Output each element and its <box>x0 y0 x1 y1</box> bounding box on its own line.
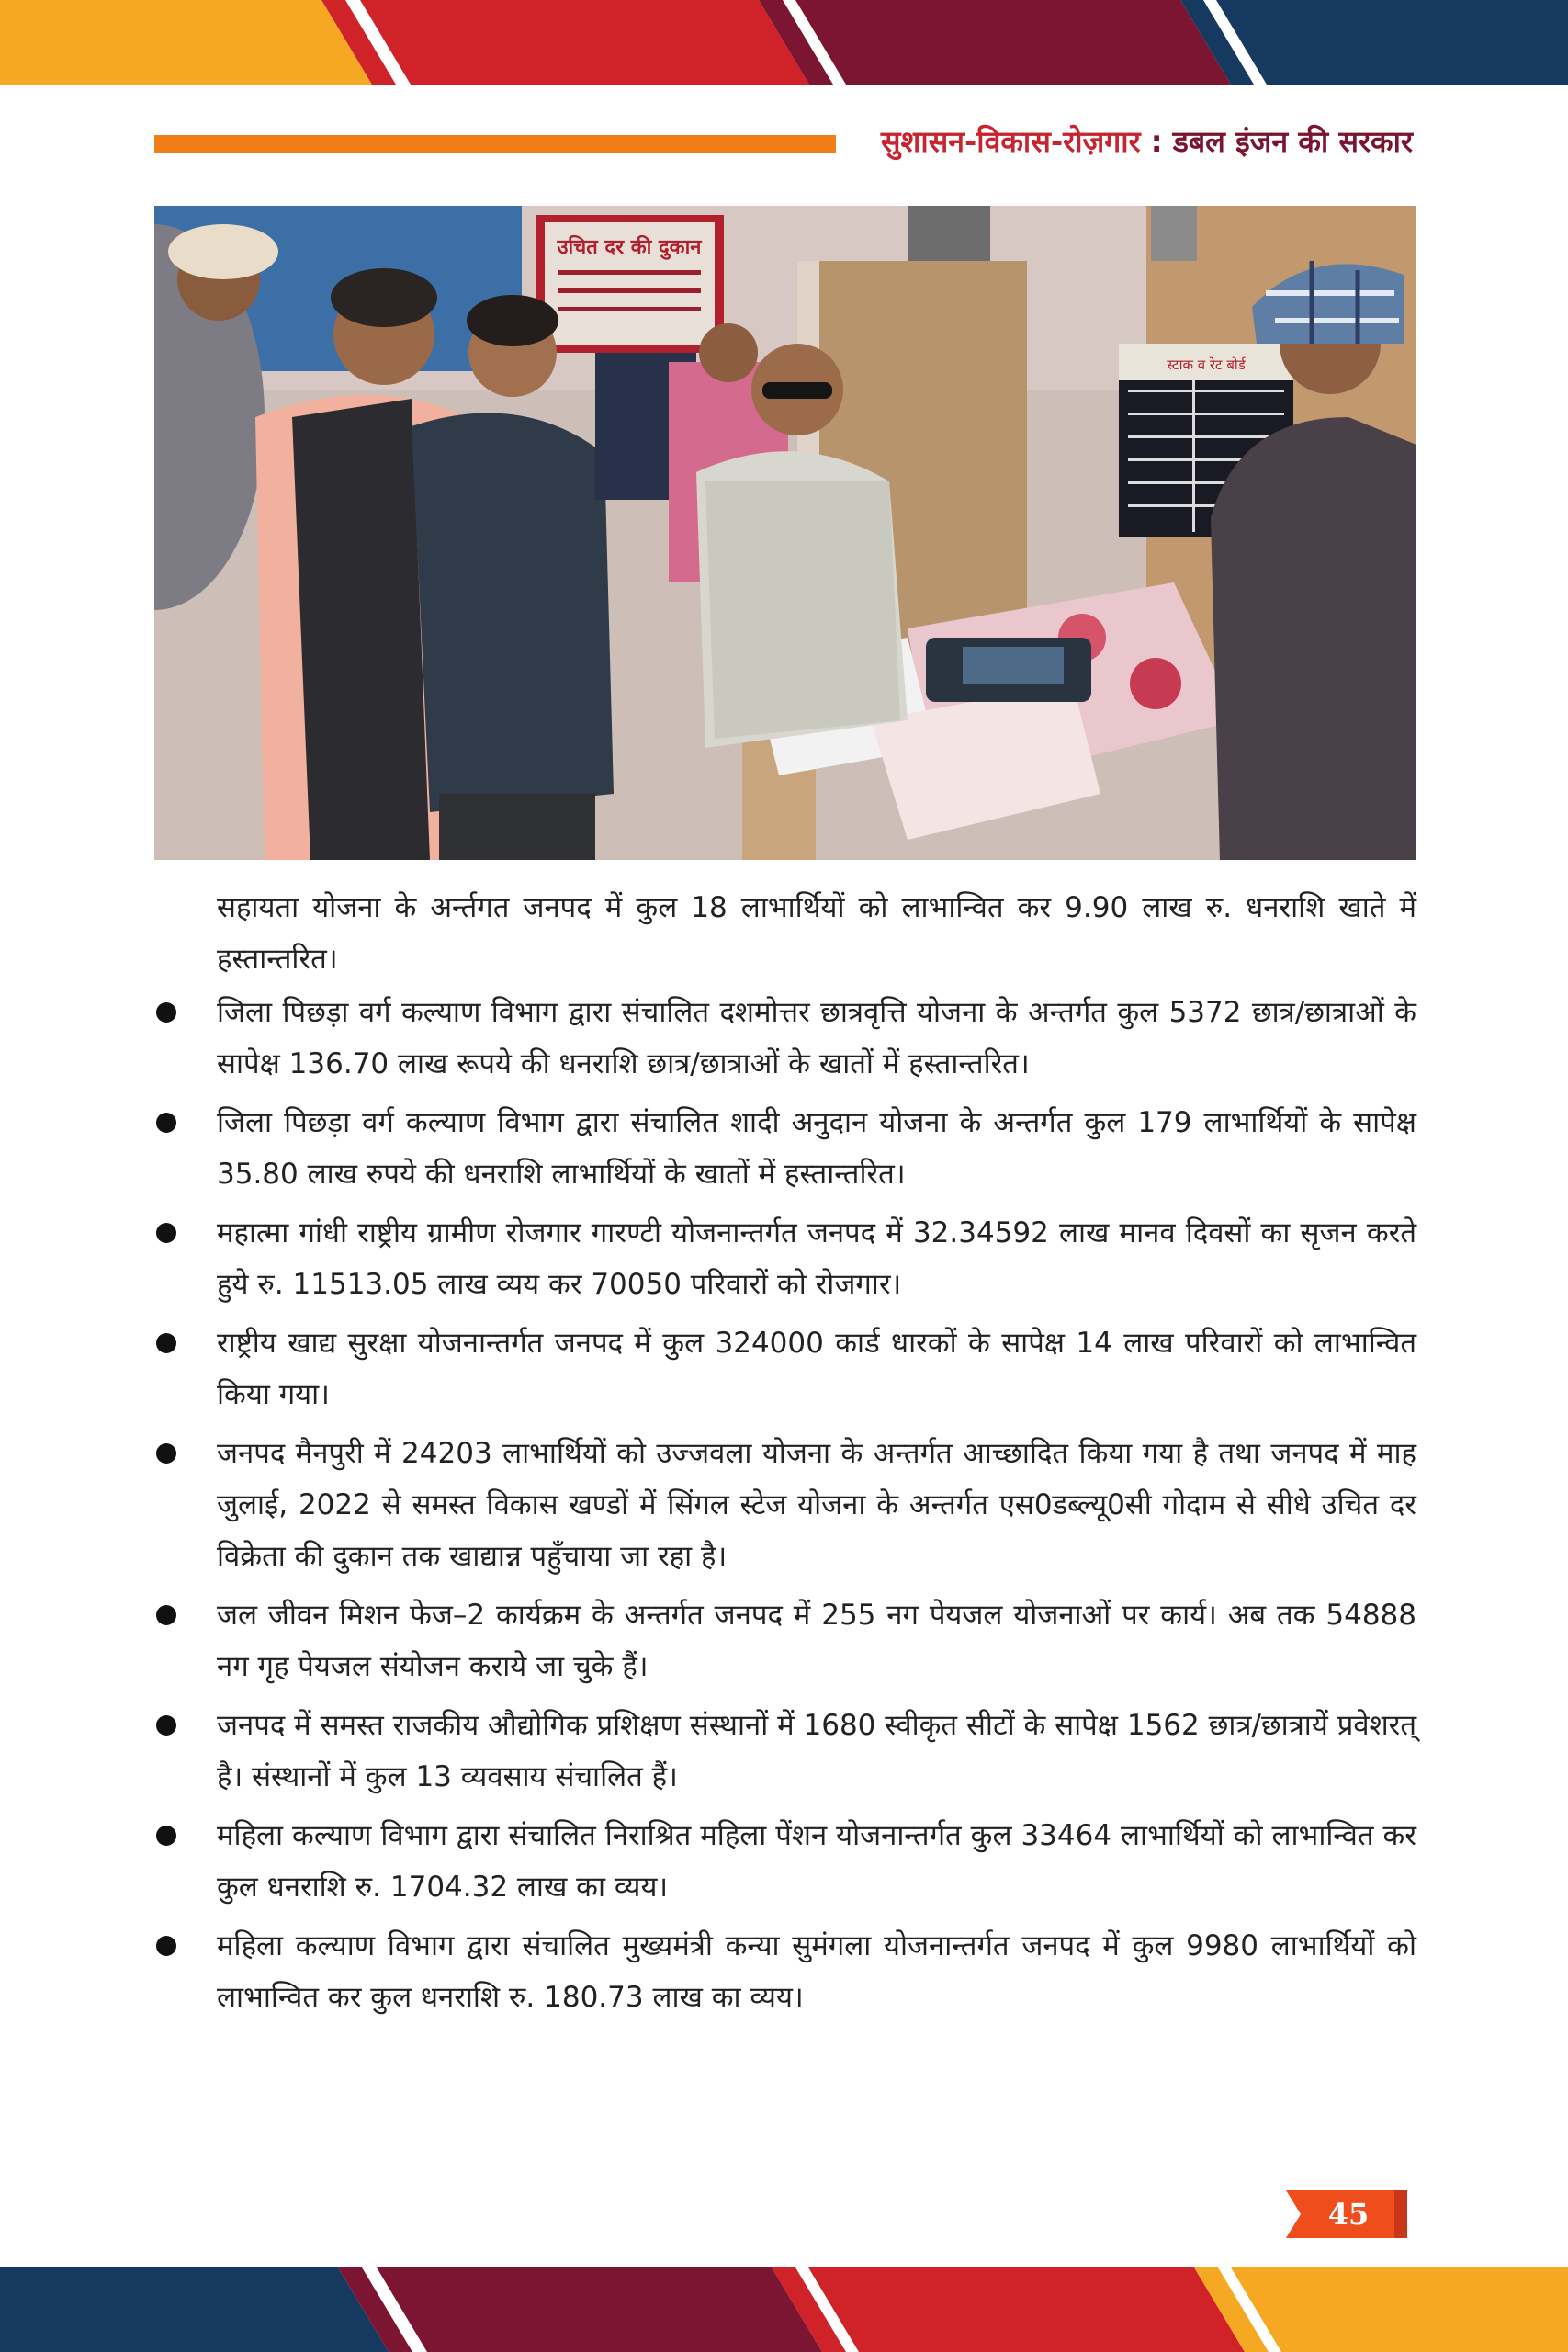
list-item-text: जल जीवन मिशन फेज–2 कार्यक्रम के अन्तर्गत जनपद में 255 नग पेयजल योजनाओं पर कार्य। अब तक 54888 नग गृह पेयजल संयोजन कराये जा चुके हैं। <box>217 1599 1416 1683</box>
list-item <box>156 1097 1416 1200</box>
page-number-badge <box>1286 2190 1407 2238</box>
list-item <box>156 1920 1416 2023</box>
list-item-text: जनपद मैनपुरी में 24203 लाभार्थियों को उज्जवला योजना के अन्तर्गत आच्छादित किया गया है तथा जनपद में माह जुलाई, 2022 से समस्त विकास खण्डों में सिंगल स्टेज योजना के अन्तर्गत एस0डब्ल्यू0सी गोदाम से सीधे उचित दर विक्रेता की दुकान तक खाद्यान्न पहुँचाया जा रहा है। <box>217 1437 1416 1573</box>
list-item <box>156 1428 1416 1582</box>
list-item-text: महात्मा गांधी राष्ट्रीय ग्रामीण रोजगार गारण्टी योजनान्तर्गत जनपद में 32.34592 लाख मानव दिवसों का सृजन करते हुये रु. 11513.05 लाख व्यय कर 70050 परिवारों को रोजगार। <box>217 1216 1416 1301</box>
list-item-text: जिला पिछड़ा वर्ग कल्याण विभाग द्वारा संचालित दशमोत्तर छात्रवृत्ति योजना के अन्तर्गत कुल 5372 छात्र/छात्राओं के सापेक्ष 136.70 लाख रूपये की धनराशि छात्र/छात्राओं के खातों में हस्तान्तरित। <box>217 996 1416 1080</box>
shop-sign-text: उचित दर की दुकान <box>557 236 702 259</box>
list-item <box>156 1810 1416 1913</box>
list-item-text: जनपद में समस्त राजकीय औद्योगिक प्रशिक्षण संस्थानों में 1680 स्वीकृत सीटों के सापेक्ष 1562 छात्र/छात्रायें प्रवेशरत् है। संस्थानों में कुल 13 व्यवसाय संचालित हैं। <box>217 1709 1416 1793</box>
continuation-paragraph: सहायता योजना के अर्न्तगत जनपद में कुल 18 लाभार्थियों को लाभान्वित कर 9.90 लाख रु. धनराशि खाते में हस्तान्तरित। <box>217 891 1416 976</box>
list-item <box>156 1317 1416 1420</box>
bullet-icon <box>156 1223 176 1243</box>
bullet-icon <box>156 1936 176 1956</box>
bullet-icon <box>156 1443 176 1464</box>
header-title-part1: सुशासन-विकास-रोज़गार <box>880 124 1141 159</box>
list-item-text: महिला कल्याण विभाग द्वारा संचालित मुख्यमंत्री कन्या सुमंगला योजनान्तर्गत जनपद में कुल 9980 लाभार्थियों को लाभान्वित कर कुल धनराशि रु. 180.73 लाख का व्यय। <box>217 1929 1416 2014</box>
bullet-icon <box>156 1605 176 1625</box>
header-title-part2: : डबल इंजन की सरकार <box>1140 124 1413 159</box>
bullet-icon <box>156 1715 176 1736</box>
page-content <box>156 882 1416 2030</box>
bullet-icon <box>156 1333 176 1353</box>
top-color-band <box>0 0 1568 85</box>
notice-board-text: स्टाक व रेट बोर्ड <box>1167 356 1246 373</box>
bottom-color-band <box>0 2267 1568 2352</box>
header-title <box>852 118 1413 165</box>
page-number: 45 <box>1327 2197 1370 2232</box>
bullet-icon <box>156 1826 176 1846</box>
inspection-photo <box>154 206 1416 860</box>
bullet-icon <box>156 1002 176 1023</box>
list-item-text: जिला पिछड़ा वर्ग कल्याण विभाग द्वारा संचालित शादी अनुदान योजना के अन्तर्गत कुल 179 लाभार्थियों के सापेक्ष 35.80 लाख रुपये की धनराशि लाभार्थियों के खातों में हस्तान्तरित। <box>217 1106 1416 1191</box>
list-item <box>156 1700 1416 1803</box>
bullet-list <box>156 987 1416 2023</box>
bullet-icon <box>156 1113 176 1133</box>
list-item-text: महिला कल्याण विभाग द्वारा संचालित निराश्रित महिला पेंशन योजनान्तर्गत कुल 33464 लाभार्थियों को लाभान्वित कर कुल धनराशि रु. 1704.32 लाख का व्यय। <box>217 1819 1416 1904</box>
list-item-text: राष्ट्रीय खाद्य सुरक्षा योजनान्तर्गत जनपद में कुल 324000 कार्ड धारकों के सापेक्ष 14 लाख परिवारों को लाभान्वित किया गया। <box>217 1327 1416 1411</box>
list-item <box>156 1589 1416 1692</box>
header-rule <box>154 135 836 153</box>
list-item <box>156 987 1416 1090</box>
list-item <box>156 1207 1416 1310</box>
